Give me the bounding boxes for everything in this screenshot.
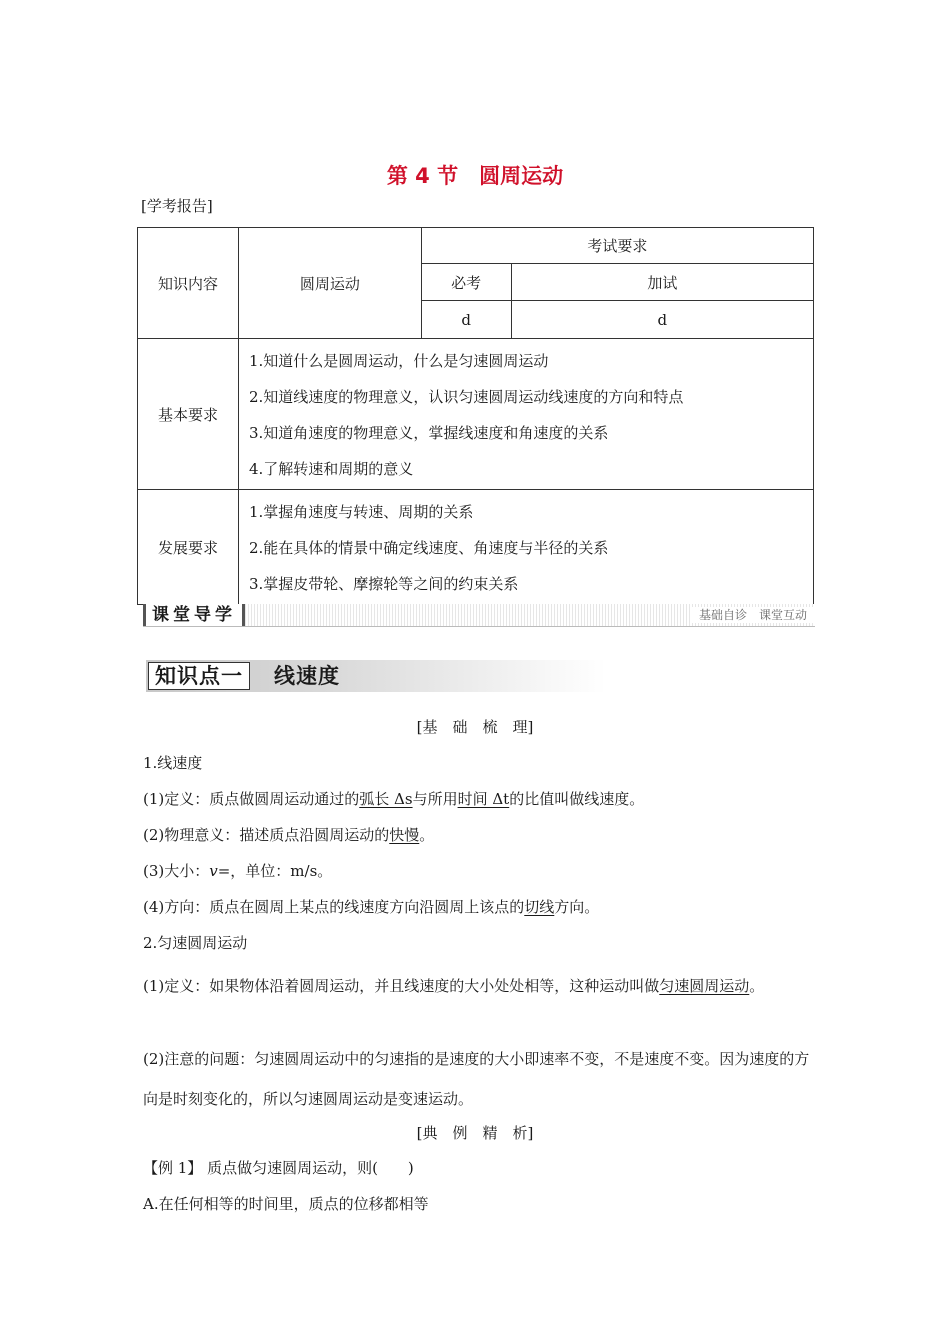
- develop-items: [239, 490, 814, 605]
- definition-2: (1)定义：如果物体沿着圆周运动，并且线速度的大小处处相等，这种运动叫做匀速圆周运动。: [143, 977, 765, 995]
- basic-item: 4.了解转速和周期的意义: [249, 460, 414, 478]
- develop-item: 1.掌握角速度与转速、周期的关系: [249, 503, 474, 521]
- basic-review-heading: [基 础 梳 理]: [416, 718, 534, 736]
- knowledge-point-topic: 线速度: [274, 664, 340, 688]
- magnitude: (3)大小：v=，单位：m/s。: [143, 862, 333, 880]
- option-a: A.在任何相等的时间里，质点的位移都相等: [143, 1195, 429, 1213]
- example-1: 【例 1】 质点做匀速圆周运动，则( ): [143, 1159, 414, 1177]
- develop-item: 2.能在具体的情景中确定线速度、角速度与半径的关系: [249, 539, 609, 557]
- exam-label: 考试要求: [421, 228, 813, 264]
- report-label: [学考报告]: [141, 197, 213, 215]
- knowledge-label: 知识内容: [138, 228, 239, 339]
- knowledge-point-banner: [146, 660, 606, 692]
- physical-meaning: (2)物理意义：描述质点沿圆周运动的快慢。: [143, 826, 435, 844]
- velocity-symbol: v: [209, 862, 218, 880]
- basic-item: 2.知道线速度的物理意义，认识匀速圆周运动线速度的方向和特点: [249, 388, 684, 406]
- heading-uniform-circular: 2.匀速圆周运动: [143, 934, 248, 952]
- time-term: 时间 Δt: [457, 790, 510, 808]
- develop-label: 发展要求: [138, 490, 239, 605]
- speed-term: 快慢: [389, 826, 420, 844]
- section-bar: [143, 604, 815, 627]
- required-label: 必考: [421, 264, 511, 301]
- heading-linear-velocity: 1.线速度: [143, 754, 203, 772]
- section-subtitle: 基础自诊 课堂互动: [691, 607, 815, 623]
- tangent-term: 切线: [524, 898, 555, 916]
- uniform-circular-term: 匀速圆周运动: [659, 977, 750, 995]
- requirements-table: [137, 227, 814, 605]
- basic-item: 1.知道什么是圆周运动，什么是匀速圆周运动: [249, 352, 549, 370]
- section-title: 课堂导学: [143, 604, 245, 626]
- knowledge-point-label: 知识点一: [148, 662, 250, 690]
- page-title: 第 4 节 圆周运动: [386, 164, 564, 188]
- develop-item: 3.掌握皮带轮、摩擦轮等之间的约束关系: [249, 575, 519, 593]
- example-review-heading: [典 例 精 析]: [416, 1124, 534, 1142]
- basic-item: 3.知道角速度的物理意义，掌握线速度和角速度的关系: [249, 424, 609, 442]
- definition-1: (1)定义：质点做圆周运动通过的弧长 Δs与所用时间 Δt的比值叫做线速度。: [143, 790, 645, 808]
- knowledge-value: 圆周运动: [239, 228, 422, 339]
- note-paragraph: (2)注意的问题：匀速圆周运动中的匀速指的是速度的大小即速率不变，不是速度不变。因为速度的方向是时刻变化的，所以匀速圆周运动是变速运动。: [143, 1050, 810, 1108]
- extra-label: 加试: [511, 264, 813, 301]
- direction: (4)方向：质点在圆周上某点的线速度方向沿圆周上该点的切线方向。: [143, 898, 600, 916]
- arc-length-term: 弧长 Δs: [359, 790, 413, 808]
- required-value: d: [421, 301, 511, 339]
- extra-value: d: [511, 301, 813, 339]
- basic-label: 基本要求: [138, 339, 239, 490]
- basic-items: [239, 339, 814, 490]
